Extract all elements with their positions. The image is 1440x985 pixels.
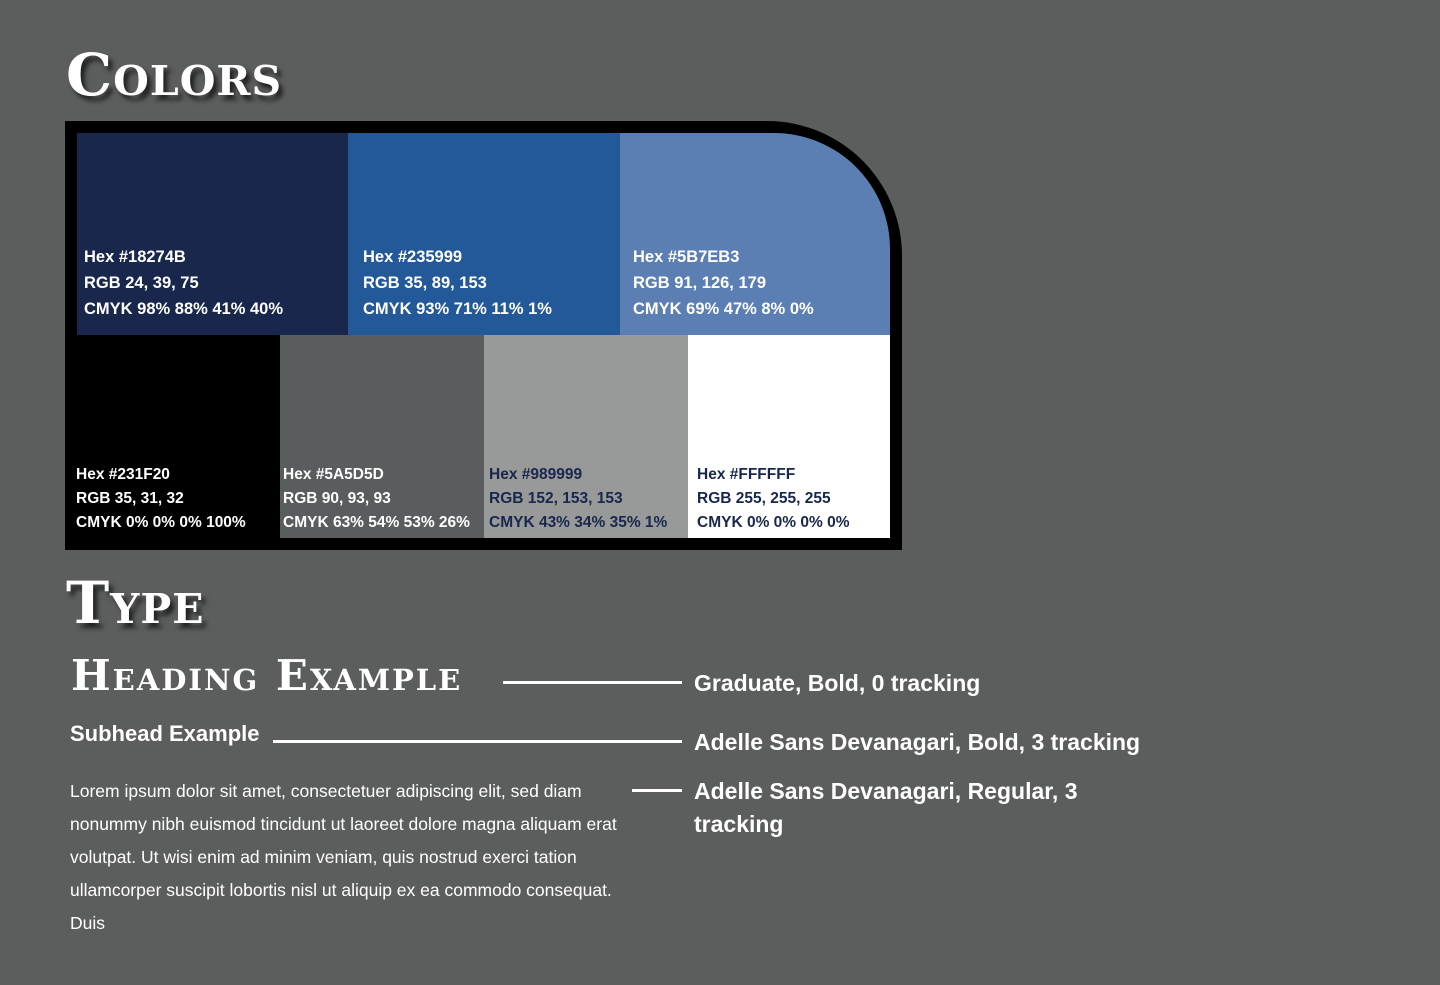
swatch-rgb: RGB 24, 39, 75 <box>84 274 199 292</box>
body-connector-line <box>632 789 682 792</box>
swatch-cmyk: CMYK 63% 54% 53% 26% <box>283 514 470 531</box>
swatch-info <box>489 463 688 535</box>
swatch-info <box>697 463 890 535</box>
swatch-info <box>283 463 484 535</box>
swatch-info <box>76 463 280 535</box>
swatch-hex: Hex #989999 <box>489 466 583 483</box>
swatch-hex: Hex #18274B <box>84 248 186 266</box>
swatch-white <box>688 335 890 538</box>
swatch-navy <box>77 133 348 335</box>
heading-font-spec: Graduate, Bold, 0 tracking <box>694 670 981 696</box>
swatch-hex: Hex #FFFFFF <box>697 466 796 483</box>
swatch-rgb: RGB 152, 153, 153 <box>489 490 623 507</box>
body-font-spec: Adelle Sans Devanagari, Regular, 3 tracking <box>694 778 1078 837</box>
swatch-dark-gray <box>280 335 484 538</box>
swatch-rgb: RGB 35, 89, 153 <box>363 274 487 292</box>
swatch-info <box>633 244 890 322</box>
swatch-cmyk: CMYK 98% 88% 41% 40% <box>84 300 284 318</box>
swatch-hex: Hex #235999 <box>363 248 463 266</box>
swatch-hex: Hex #5A5D5D <box>283 466 384 483</box>
swatch-cmyk: CMYK 0% 0% 0% 100% <box>76 514 246 531</box>
heading-example: Heading Example <box>71 651 463 700</box>
swatch-royal-blue <box>348 133 620 335</box>
swatch-light-blue <box>620 133 890 335</box>
swatch-rgb: RGB 91, 126, 179 <box>633 274 766 292</box>
swatch-cmyk: CMYK 43% 34% 35% 1% <box>489 514 668 531</box>
swatch-light-gray <box>484 335 688 538</box>
body-text-example: Lorem ipsum dolor sit amet, consectetuer adipiscing elit, sed diam nonummy nibh euismod tincidunt ut laoreet dolore magna aliquam erat volutpat. Ut wisi enim ad minim veniam, quis nostrud exerci tation ullamcorper suscipit lobortis nisl ut aliquip ex ea commodo consequat. Duis <box>70 781 617 933</box>
swatch-rgb: RGB 35, 31, 32 <box>76 490 184 507</box>
swatch-info <box>363 244 620 322</box>
swatch-info <box>84 244 348 322</box>
heading-connector-line <box>503 681 682 684</box>
subhead-connector-line <box>273 740 682 743</box>
swatch-rgb: RGB 90, 93, 93 <box>283 490 391 507</box>
swatch-black <box>65 335 280 538</box>
swatch-cmyk: CMYK 93% 71% 11% 1% <box>363 300 552 318</box>
swatch-cmyk: CMYK 0% 0% 0% 0% <box>697 514 850 531</box>
swatch-cmyk: CMYK 69% 47% 8% 0% <box>633 300 814 318</box>
colors-section-title: Colors <box>66 41 283 109</box>
swatch-hex: Hex #231F20 <box>76 466 170 483</box>
subhead-font-spec: Adelle Sans Devanagari, Bold, 3 tracking <box>694 729 1141 755</box>
color-palette <box>65 121 902 550</box>
swatch-rgb: RGB 255, 255, 255 <box>697 490 831 507</box>
swatch-hex: Hex #5B7EB3 <box>633 248 740 266</box>
subhead-example: Subhead Example <box>70 721 260 746</box>
type-section-title: Type <box>66 569 205 637</box>
